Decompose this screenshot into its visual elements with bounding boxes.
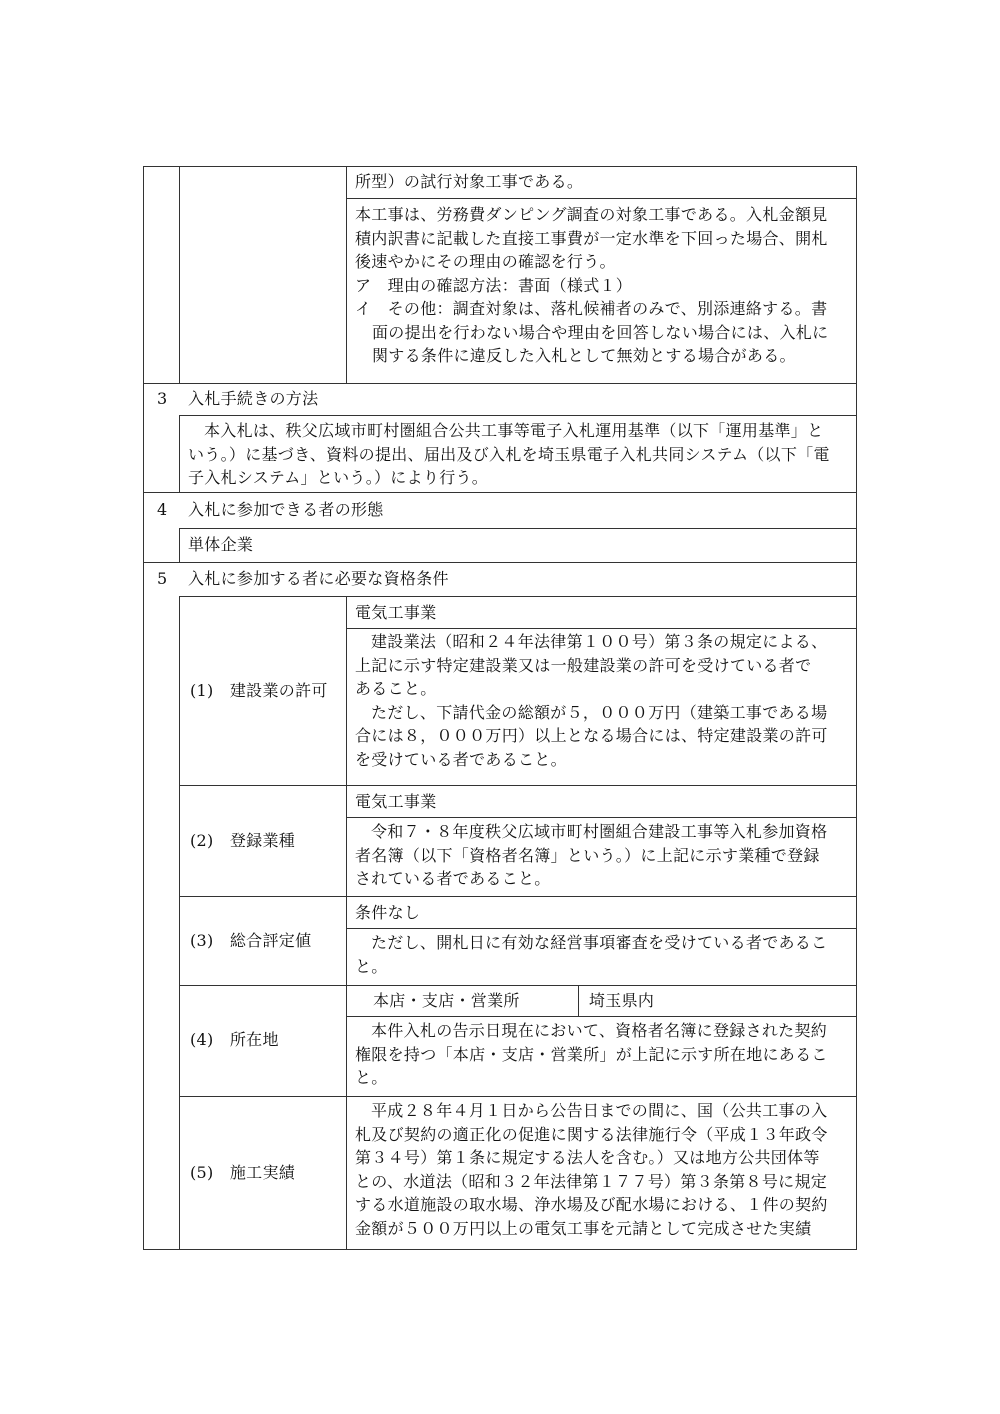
item-body-line: 権限を持つ「本店・支店・営業所」が上記に示す所在地にあるこ: [355, 1044, 828, 1064]
column-divider: [578, 985, 579, 1016]
row-divider: [179, 1096, 857, 1097]
row-divider: [179, 528, 857, 529]
table-border-left: [143, 166, 144, 1250]
item-head: 電気工事業: [355, 792, 437, 811]
dumping-survey-line: 本工事は、労務費ダンピング調査の対象工事である。入札金額見: [355, 205, 828, 224]
item-a: ア 理由の確認方法：書面（様式１）: [355, 275, 633, 295]
item-body-line: 合には８，０００万円）以上となる場合には、特定建設業の許可: [355, 726, 828, 745]
item-label: (5) 施工実績: [190, 1163, 296, 1182]
row-divider: [346, 928, 857, 929]
item-body-line: 本件入札の告示日現在において、資格者名簿に登録された契約: [371, 1021, 828, 1040]
row-divider: [179, 896, 857, 897]
section-number: 4: [157, 500, 168, 519]
item-body-line: あること。: [355, 679, 437, 698]
dumping-survey-cell: [355, 203, 855, 368]
continued-text-cell: [355, 170, 851, 194]
row-divider: [143, 562, 857, 563]
item-head: 電気工事業: [355, 603, 437, 622]
table-border-bottom: [143, 1249, 857, 1250]
continued-text: 所型）の試行対象工事である。: [355, 172, 584, 191]
row-divider: [346, 198, 857, 199]
item-body: [355, 931, 855, 978]
column-divider: [179, 596, 180, 1250]
item-body-line: ただし、下請代金の総額が５，０００万円（建築工事である場: [371, 702, 828, 722]
row-divider: [143, 492, 857, 493]
item-head: 条件なし: [355, 903, 421, 922]
column-divider: [179, 166, 180, 383]
item-body-line: する水道施設の取水場、浄水場及び配水場における、１件の契約: [355, 1195, 828, 1214]
row-divider: [179, 596, 857, 597]
item-label: (3) 総合評定値: [190, 931, 312, 950]
column-divider: [179, 415, 180, 492]
item-i-line: 面の提出を行わない場合や理由を回答しない場合には、入札に: [372, 322, 829, 342]
item-body-line: 令和７・８年度秩父広域市町村圏組合建設工事等入札参加資格: [371, 822, 828, 841]
row-divider: [346, 628, 857, 629]
item-body-line: を受けている者であること。: [355, 749, 567, 769]
item-i-line: 関する条件に違反した入札として無効とする場合がある。: [372, 346, 796, 365]
item-label: (1) 建設業の許可: [190, 681, 328, 700]
column-divider: [179, 528, 180, 562]
row-divider: [346, 817, 857, 818]
item-body-line: ただし、開札日に有効な経営事項審査を受けている者であるこ: [371, 933, 828, 952]
section-title: 入札手続きの方法: [188, 389, 319, 408]
item-label: (2) 登録業種: [190, 831, 296, 850]
item-i-line: イ その他：調査対象は、落札候補者のみで、別添連絡する。書: [355, 299, 828, 318]
row-divider: [346, 1016, 857, 1017]
row-divider: [179, 415, 857, 416]
section3-body-line: 子入札システム」という。）により行う。: [188, 468, 489, 487]
section-title: 入札に参加する者に必要な資格条件: [188, 569, 449, 588]
item-body-line: 上記に示す特定建設業又は一般建設業の許可を受けている者で: [355, 655, 812, 675]
item-body-line: と。: [355, 956, 388, 976]
section-number: 3: [157, 389, 168, 408]
item-body: [355, 820, 855, 891]
section-number: 5: [157, 569, 168, 588]
section-title: 入札に参加できる者の形態: [188, 500, 384, 519]
column-divider: [346, 596, 347, 1250]
row-divider: [143, 383, 857, 384]
section4-body: 単体企業: [188, 535, 254, 554]
item-body-line: されている者であること。: [355, 869, 551, 888]
row-divider: [179, 985, 857, 986]
item-body-line: 札及び契約の適正化の促進に関する法律施行令（平成１３年政令: [355, 1124, 828, 1144]
item-body-line: 者名簿（以下「資格者名簿」という。）に上記に示す業種で登録: [355, 845, 820, 865]
section3-body: [188, 419, 856, 490]
item-body: [355, 630, 855, 771]
table-border-top: [143, 166, 857, 167]
table-border-right: [856, 166, 857, 1250]
dumping-survey-line: 積内訳書に記載した直接工事費が一定水準を下回った場合、開札: [355, 228, 828, 248]
row-divider: [179, 785, 857, 786]
item-body-line: との、水道法（昭和３２年法律第１７７号）第３条第８号に規定: [355, 1171, 828, 1191]
item-label: (4) 所在地: [190, 1030, 279, 1049]
section3-body-line: 本入札は、秩父広域市町村圏組合公共工事等電子入札運用基準（以下「運用基準」と: [204, 421, 824, 440]
dumping-survey-line: 後速やかにその理由の確認を行う。: [355, 252, 616, 271]
item-body-line: 第３４号）第１条に規定する法人を含む。）又は地方公共団体等: [355, 1148, 820, 1167]
item-body-line: 金額が５００万円以上の電気工事を元請として完成させた実績: [355, 1218, 812, 1238]
item-body: [355, 1099, 855, 1240]
location-head-right: 埼玉県内: [589, 991, 655, 1010]
item-body-line: 建設業法（昭和２４年法律第１００号）第３条の規定による、: [371, 632, 828, 651]
item-body-line: 平成２８年４月１日から公告日までの間に、国（公共工事の入: [371, 1101, 828, 1120]
location-head-left: 本店・支店・営業所: [373, 991, 520, 1010]
section3-body-line: いう。）に基づき、資料の提出、届出及び入札を埼玉県電子入札共同システム（以下「電: [188, 444, 830, 464]
item-body-line: と。: [355, 1068, 388, 1087]
item-body: [355, 1019, 855, 1090]
